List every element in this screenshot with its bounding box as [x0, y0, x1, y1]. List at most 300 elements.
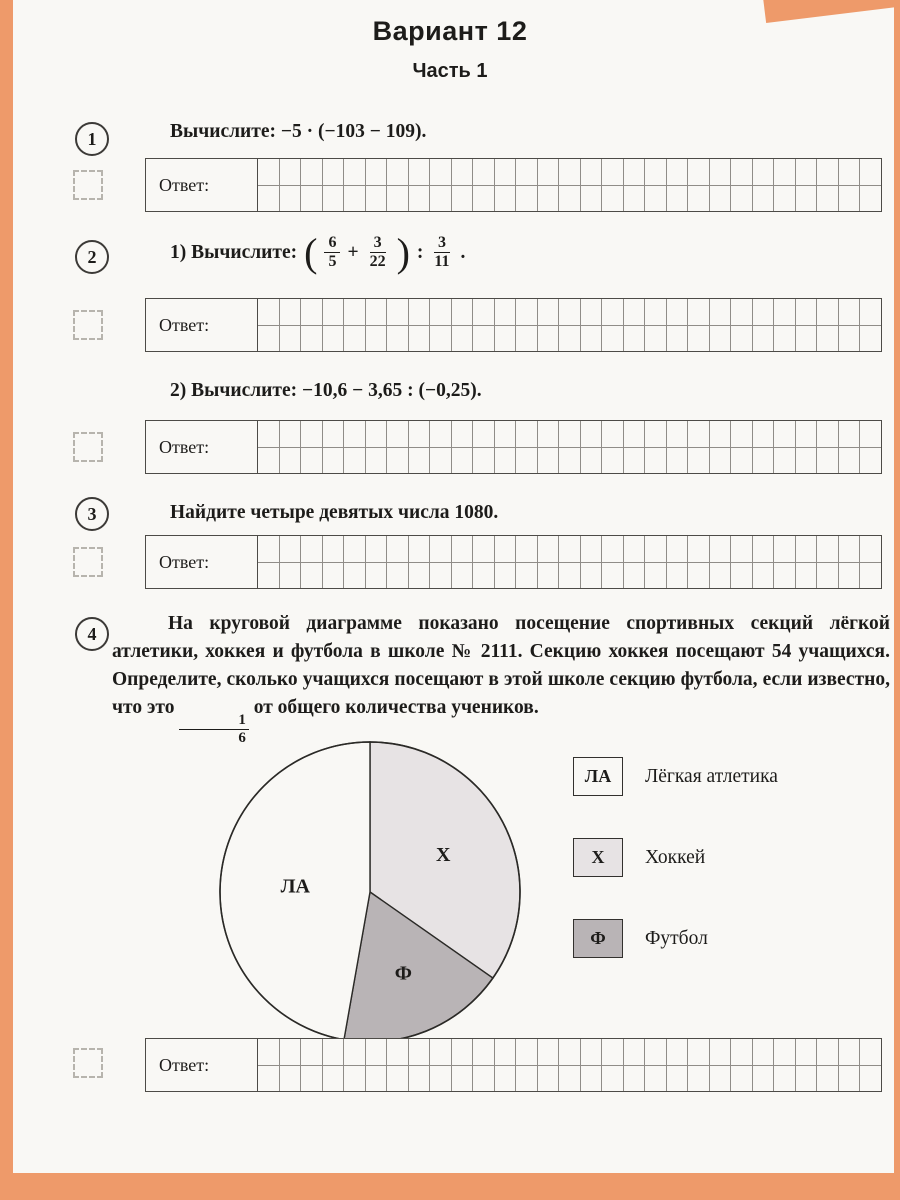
answer-cell	[344, 299, 365, 325]
answer-cell	[430, 1039, 451, 1065]
answer-cell	[323, 326, 344, 352]
answer-cell	[839, 1066, 860, 1092]
answer-cell	[409, 448, 430, 474]
answer-cell	[645, 1039, 666, 1065]
answer-cell	[624, 1039, 645, 1065]
answer-cell	[301, 1066, 322, 1092]
answer-cell	[495, 448, 516, 474]
answer-cell	[839, 326, 860, 352]
answer-cell	[817, 186, 838, 212]
answer-cell	[817, 536, 838, 562]
answer-cell	[860, 536, 881, 562]
answer-cell	[387, 299, 408, 325]
answer-cell	[796, 536, 817, 562]
answer-cell	[624, 326, 645, 352]
legend-item-track	[573, 757, 778, 796]
answer-cell	[624, 1066, 645, 1092]
question-2-number	[75, 240, 109, 274]
answer-cell	[624, 448, 645, 474]
answer-cell	[688, 1039, 709, 1065]
answer-cell	[667, 186, 688, 212]
answer-cell	[366, 1039, 387, 1065]
answer-cell	[581, 299, 602, 325]
division-operator: :	[416, 241, 424, 263]
answer-cell	[688, 421, 709, 447]
answer-cell	[538, 563, 559, 589]
answer-cell	[258, 299, 279, 325]
answer-grid	[258, 158, 882, 212]
answer-cell	[409, 186, 430, 212]
answer-cell	[366, 448, 387, 474]
answer-cell	[753, 421, 774, 447]
legend-swatch-hockey	[573, 838, 623, 877]
answer-cell	[344, 1066, 365, 1092]
answer-cell	[667, 421, 688, 447]
plus-operator: +	[347, 241, 359, 263]
answer-row-q4	[145, 1038, 882, 1092]
answer-cell	[495, 1039, 516, 1065]
pie-slice-label-Хоккей: Х	[435, 843, 451, 866]
answer-cell	[774, 536, 795, 562]
answer-cell	[495, 186, 516, 212]
answer-cell	[860, 299, 881, 325]
answer-cell	[452, 326, 473, 352]
answer-cell	[452, 563, 473, 589]
answer-cell	[624, 299, 645, 325]
answer-cell	[516, 159, 537, 185]
answer-cell	[280, 299, 301, 325]
question-2b-checkbox	[73, 432, 103, 462]
legend-key-la: ЛА	[584, 766, 612, 786]
answer-cell	[495, 563, 516, 589]
fraction-1-denominator: 5	[328, 253, 337, 271]
answer-cell	[860, 448, 881, 474]
fraction-2-denominator: 22	[369, 253, 386, 271]
legend-swatch-la	[573, 757, 623, 796]
legend-key-football: Ф	[590, 928, 606, 948]
answer-cell	[581, 1039, 602, 1065]
answer-cell	[559, 448, 580, 474]
answer-cell	[839, 299, 860, 325]
question-1-checkbox	[73, 170, 103, 200]
answer-cell	[774, 159, 795, 185]
answer-cell	[710, 536, 731, 562]
fraction-3-numerator: 3	[434, 234, 450, 253]
answer-cell	[774, 448, 795, 474]
answer-cell	[581, 159, 602, 185]
answer-cell	[538, 326, 559, 352]
answer-cell	[624, 536, 645, 562]
question-1-number-text: 1	[87, 128, 97, 149]
question-1-text: Вычислите: −5 · (−103 − 109).	[170, 121, 427, 142]
answer-cell	[559, 186, 580, 212]
answer-cell	[860, 186, 881, 212]
answer-cell	[860, 421, 881, 447]
answer-cell	[817, 1039, 838, 1065]
page-title: Вариант 12	[372, 16, 528, 46]
answer-cell	[796, 563, 817, 589]
answer-cell	[624, 186, 645, 212]
answer-cell	[731, 1039, 752, 1065]
answer-cell	[409, 421, 430, 447]
answer-cell	[796, 1066, 817, 1092]
answer-cell	[710, 448, 731, 474]
answer-cell	[430, 536, 451, 562]
answer-cell	[258, 421, 279, 447]
answer-cell	[602, 1039, 623, 1065]
page-edge-left	[0, 0, 13, 1200]
answer-cell	[323, 1039, 344, 1065]
answer-cell	[602, 536, 623, 562]
question-2a-checkbox	[73, 310, 103, 340]
answer-cell	[473, 159, 494, 185]
answer-cell	[387, 326, 408, 352]
answer-cell	[731, 563, 752, 589]
answer-cell	[344, 536, 365, 562]
answer-cell	[839, 536, 860, 562]
answer-cell	[430, 326, 451, 352]
answer-cell	[258, 1066, 279, 1092]
answer-cell	[409, 1066, 430, 1092]
answer-cell	[774, 326, 795, 352]
answer-cell	[667, 1039, 688, 1065]
answer-cell	[301, 1039, 322, 1065]
answer-cell	[516, 326, 537, 352]
question-4-number	[75, 617, 109, 651]
answer-cell	[301, 159, 322, 185]
answer-cell	[366, 299, 387, 325]
answer-cell	[323, 563, 344, 589]
answer-cell	[710, 563, 731, 589]
answer-cell	[731, 421, 752, 447]
answer-cell	[559, 1039, 580, 1065]
answer-cell	[839, 1039, 860, 1065]
answer-cell	[280, 421, 301, 447]
answer-cell	[258, 563, 279, 589]
answer-cell	[430, 563, 451, 589]
answer-cell	[366, 563, 387, 589]
answer-cell	[667, 448, 688, 474]
answer-cell	[645, 326, 666, 352]
answer-cell	[301, 421, 322, 447]
answer-cell	[839, 448, 860, 474]
answer-cell	[280, 1066, 301, 1092]
answer-cell	[258, 1039, 279, 1065]
answer-cell	[473, 536, 494, 562]
answer-cell	[817, 326, 838, 352]
fraction-one-sixth-numerator: 1	[179, 712, 249, 730]
answer-grid	[258, 298, 882, 352]
legend-label-hockey: Хоккей	[645, 846, 706, 868]
answer-cell	[753, 159, 774, 185]
pie-slice-label-Лёгкая атлетика: ЛА	[280, 875, 310, 898]
answer-row-q1	[145, 158, 882, 212]
answer-cell	[559, 421, 580, 447]
answer-cell	[774, 1039, 795, 1065]
answer-cell	[602, 299, 623, 325]
answer-cell	[645, 448, 666, 474]
answer-cell	[258, 326, 279, 352]
answer-cell	[817, 299, 838, 325]
answer-cell	[495, 421, 516, 447]
answer-cell	[710, 326, 731, 352]
answer-cell	[559, 1066, 580, 1092]
answer-cell	[516, 563, 537, 589]
answer-cell	[710, 186, 731, 212]
answer-cell	[344, 448, 365, 474]
answer-cell	[344, 421, 365, 447]
answer-cell	[280, 159, 301, 185]
answer-cell	[473, 563, 494, 589]
answer-cell	[409, 299, 430, 325]
open-paren: (	[304, 229, 318, 275]
answer-cell	[817, 448, 838, 474]
answer-grid	[258, 535, 882, 589]
answer-cell	[602, 421, 623, 447]
close-paren: )	[396, 229, 410, 275]
answer-cell	[581, 536, 602, 562]
answer-cell	[366, 536, 387, 562]
answer-cell	[753, 1066, 774, 1092]
answer-cell	[774, 186, 795, 212]
answer-cell	[817, 421, 838, 447]
answer-cell	[409, 536, 430, 562]
answer-cell	[430, 299, 451, 325]
answer-cell	[688, 448, 709, 474]
answer-cell	[753, 299, 774, 325]
question-4-text	[112, 610, 890, 746]
answer-cell	[516, 299, 537, 325]
answer-cell	[645, 299, 666, 325]
question-3-number-text: 3	[87, 503, 97, 524]
answer-cell	[344, 563, 365, 589]
answer-cell	[538, 421, 559, 447]
answer-cell	[774, 1066, 795, 1092]
answer-cell	[258, 536, 279, 562]
answer-cell	[860, 326, 881, 352]
answer-cell	[581, 421, 602, 447]
answer-label: Ответ:	[145, 420, 258, 474]
answer-cell	[280, 536, 301, 562]
q2p1-prefix: 1) Вычислите:	[170, 241, 298, 263]
answer-cell	[258, 186, 279, 212]
answer-cell	[624, 421, 645, 447]
answer-cell	[710, 299, 731, 325]
answer-cell	[280, 563, 301, 589]
answer-cell	[538, 536, 559, 562]
answer-cell	[839, 421, 860, 447]
page-subtitle: Часть 1	[412, 60, 488, 82]
answer-cell	[667, 299, 688, 325]
question-2-number-text: 2	[87, 246, 97, 267]
answer-cell	[645, 159, 666, 185]
answer-cell	[688, 186, 709, 212]
answer-cell	[366, 186, 387, 212]
answer-cell	[323, 186, 344, 212]
answer-cell	[731, 186, 752, 212]
answer-cell	[387, 1039, 408, 1065]
answer-cell	[796, 1039, 817, 1065]
fraction-2	[366, 234, 390, 272]
legend-label-football: Футбол	[645, 927, 708, 949]
answer-label: Ответ:	[145, 1038, 258, 1092]
answer-cell	[860, 1066, 881, 1092]
answer-cell	[516, 1066, 537, 1092]
answer-row-q3	[145, 535, 882, 589]
answer-cell	[731, 326, 752, 352]
answer-cell	[667, 159, 688, 185]
legend-item-hockey	[573, 838, 705, 877]
fraction-2-numerator: 3	[370, 234, 386, 253]
question-1-number	[75, 122, 109, 156]
fraction-3	[430, 234, 453, 272]
answer-cell	[688, 1066, 709, 1092]
answer-cell	[796, 299, 817, 325]
answer-cell	[409, 563, 430, 589]
answer-cell	[731, 299, 752, 325]
question-3-text: Найдите четыре девятых числа 1080.	[170, 502, 499, 523]
answer-cell	[516, 421, 537, 447]
answer-cell	[344, 186, 365, 212]
answer-cell	[430, 448, 451, 474]
answer-cell	[624, 563, 645, 589]
answer-cell	[301, 186, 322, 212]
answer-cell	[839, 563, 860, 589]
answer-cell	[473, 1066, 494, 1092]
answer-cell	[753, 563, 774, 589]
answer-label: Ответ:	[145, 535, 258, 589]
answer-cell	[516, 186, 537, 212]
answer-cell	[280, 1039, 301, 1065]
answer-cell	[430, 1066, 451, 1092]
answer-cell	[796, 186, 817, 212]
answer-cell	[817, 1066, 838, 1092]
answer-label: Ответ:	[145, 298, 258, 352]
answer-cell	[473, 326, 494, 352]
answer-cell	[452, 421, 473, 447]
answer-cell	[344, 159, 365, 185]
fraction-3-denominator: 11	[434, 253, 450, 271]
answer-cell	[430, 186, 451, 212]
answer-cell	[645, 536, 666, 562]
answer-cell	[323, 536, 344, 562]
answer-row-q2a	[145, 298, 882, 352]
question-2-part2-text: 2) Вычислите: −10,6 − 3,65 : (−0,25).	[170, 380, 482, 401]
answer-cell	[860, 1039, 881, 1065]
answer-cell	[323, 299, 344, 325]
answer-cell	[581, 448, 602, 474]
fraction-1	[324, 234, 340, 272]
answer-cell	[473, 299, 494, 325]
answer-cell	[624, 159, 645, 185]
answer-cell	[667, 563, 688, 589]
answer-cell	[688, 299, 709, 325]
answer-cell	[839, 186, 860, 212]
fraction-one-sixth-denominator: 6	[238, 729, 246, 746]
answer-cell	[645, 563, 666, 589]
answer-cell	[538, 448, 559, 474]
answer-cell	[495, 326, 516, 352]
answer-cell	[581, 186, 602, 212]
answer-cell	[731, 536, 752, 562]
answer-cell	[387, 563, 408, 589]
answer-cell	[538, 1066, 559, 1092]
question-4-checkbox	[73, 1048, 103, 1078]
answer-cell	[430, 421, 451, 447]
answer-cell	[559, 563, 580, 589]
answer-cell	[387, 421, 408, 447]
answer-cell	[753, 186, 774, 212]
answer-cell	[301, 448, 322, 474]
answer-cell	[366, 159, 387, 185]
answer-cell	[538, 299, 559, 325]
answer-cell	[538, 186, 559, 212]
page-edge-right	[894, 0, 900, 1200]
answer-cell	[602, 448, 623, 474]
answer-cell	[452, 1039, 473, 1065]
answer-cell	[559, 536, 580, 562]
q4-text-after: от общего количества учеников.	[253, 697, 539, 718]
answer-cell	[688, 536, 709, 562]
legend-item-football	[573, 919, 708, 958]
answer-row-q2b	[145, 420, 882, 474]
answer-cell	[667, 536, 688, 562]
answer-cell	[753, 326, 774, 352]
answer-cell	[301, 326, 322, 352]
answer-cell	[645, 186, 666, 212]
answer-cell	[280, 448, 301, 474]
answer-cell	[366, 421, 387, 447]
answer-cell	[280, 326, 301, 352]
answer-cell	[258, 448, 279, 474]
answer-cell	[796, 421, 817, 447]
answer-cell	[731, 159, 752, 185]
legend-swatch-football	[573, 919, 623, 958]
answer-cell	[559, 299, 580, 325]
answer-cell	[323, 1066, 344, 1092]
answer-cell	[323, 421, 344, 447]
period: .	[460, 241, 466, 263]
answer-cell	[366, 326, 387, 352]
answer-cell	[452, 448, 473, 474]
answer-cell	[344, 326, 365, 352]
answer-cell	[796, 448, 817, 474]
answer-cell	[452, 186, 473, 212]
answer-cell	[387, 536, 408, 562]
answer-cell	[839, 159, 860, 185]
answer-cell	[710, 159, 731, 185]
answer-cell	[753, 536, 774, 562]
answer-cell	[473, 448, 494, 474]
answer-cell	[409, 326, 430, 352]
answer-cell	[430, 159, 451, 185]
question-3-number	[75, 497, 109, 531]
answer-cell	[387, 186, 408, 212]
answer-cell	[753, 448, 774, 474]
answer-cell	[559, 159, 580, 185]
answer-cell	[753, 1039, 774, 1065]
question-4-number-text: 4	[87, 623, 97, 644]
answer-cell	[495, 1066, 516, 1092]
answer-cell	[645, 1066, 666, 1092]
answer-cell	[731, 448, 752, 474]
answer-cell	[710, 421, 731, 447]
answer-cell	[538, 1039, 559, 1065]
answer-cell	[688, 159, 709, 185]
answer-cell	[774, 299, 795, 325]
answer-cell	[710, 1039, 731, 1065]
answer-cell	[774, 421, 795, 447]
